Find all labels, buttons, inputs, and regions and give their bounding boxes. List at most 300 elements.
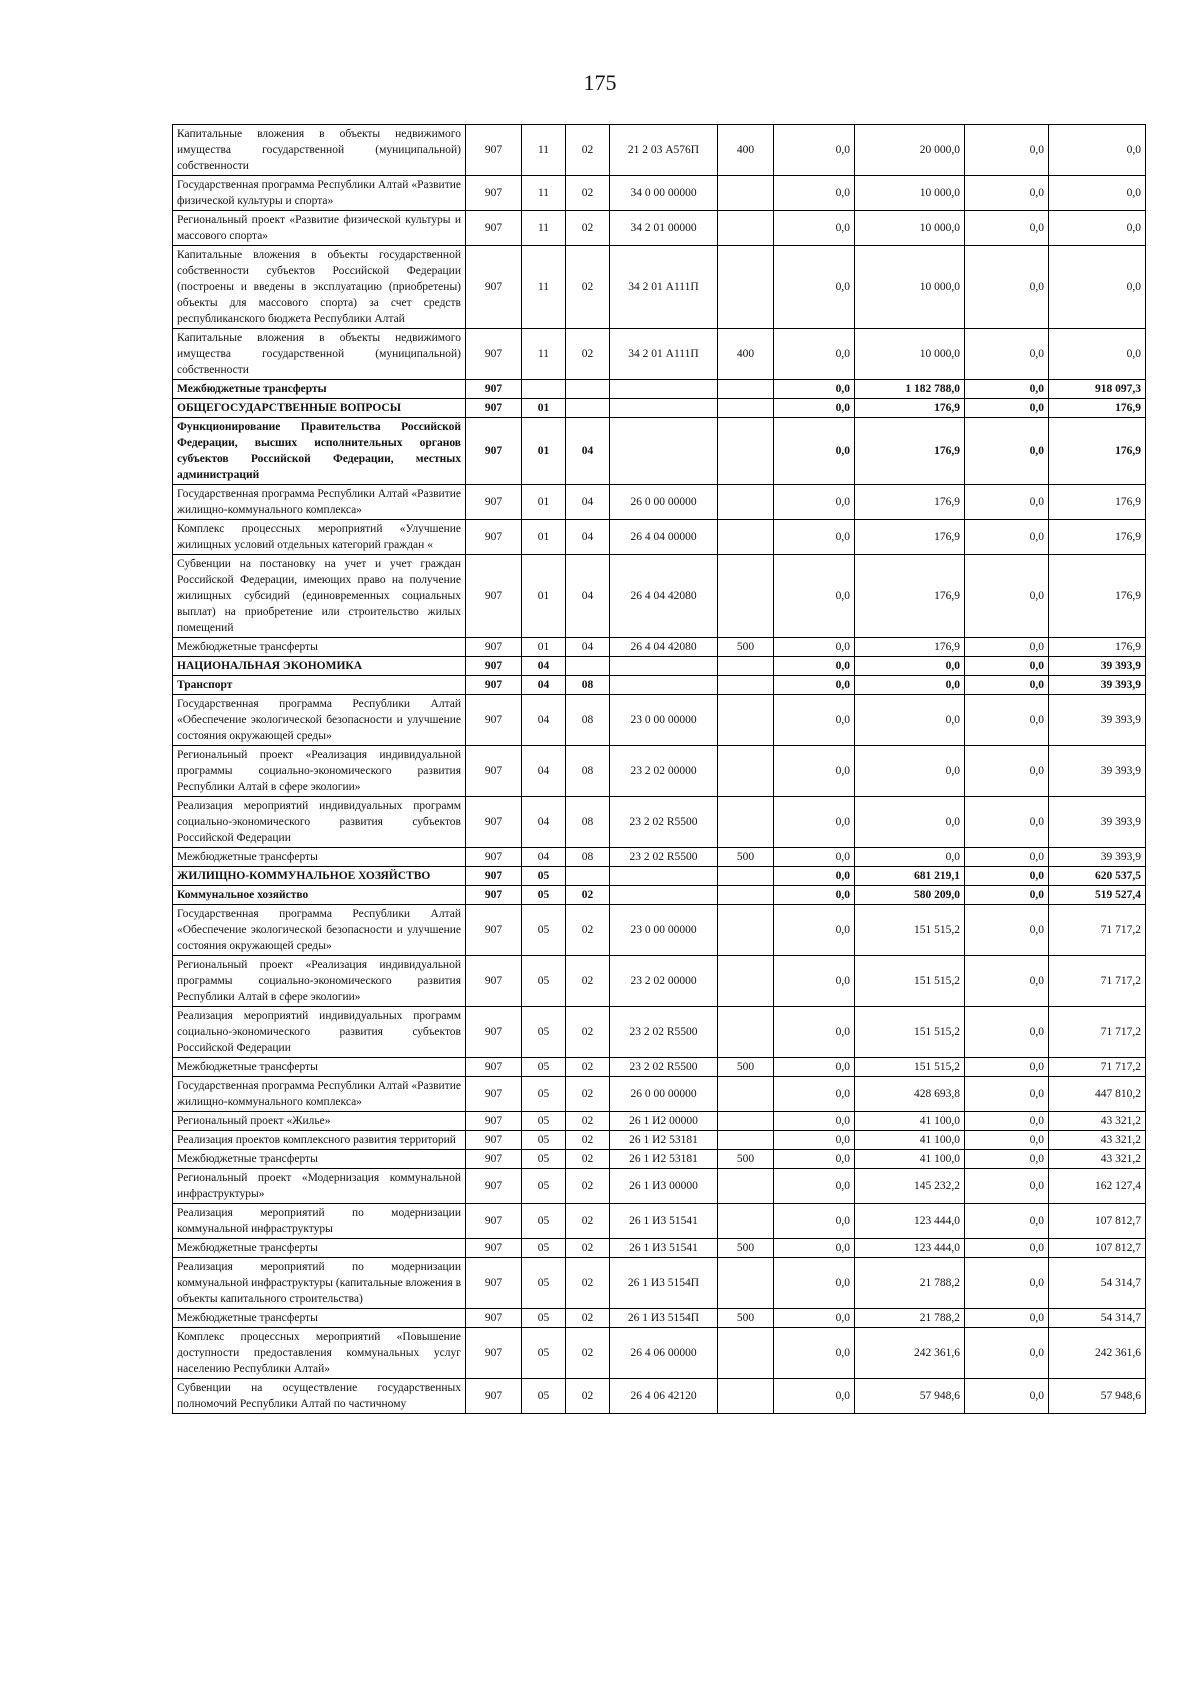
- ministry-code-cell: 907: [466, 695, 522, 746]
- amount-2-cell: 41 100,0: [855, 1150, 965, 1169]
- amount-2-cell: 242 361,6: [855, 1328, 965, 1379]
- amount-3-cell: 0,0: [965, 1204, 1049, 1239]
- expense-type-cell: [718, 246, 774, 329]
- target-article-cell: 23 0 00 00000: [610, 695, 718, 746]
- amount-3-cell: 0,0: [965, 1077, 1049, 1112]
- expense-type-cell: [718, 1204, 774, 1239]
- section-code-cell: 05: [522, 1309, 566, 1328]
- table-row: [173, 1204, 1146, 1239]
- amount-1-cell: 0,0: [774, 1239, 855, 1258]
- target-article-cell: 23 2 02 00000: [610, 956, 718, 1007]
- subsection-code-cell: 02: [566, 1169, 610, 1204]
- amount-3-cell: 0,0: [965, 657, 1049, 676]
- amount-4-cell: 39 393,9: [1049, 695, 1146, 746]
- table-row: [173, 555, 1146, 638]
- section-code-cell: 05: [522, 956, 566, 1007]
- subsection-code-cell: 02: [566, 1239, 610, 1258]
- subsection-code-cell: 02: [566, 886, 610, 905]
- ministry-code-cell: 907: [466, 657, 522, 676]
- ministry-code-cell: 907: [466, 380, 522, 399]
- row-name-cell: Комплекс процессных мероприятий «Улучшение жилищных условий отдельных категорий граждан «: [173, 520, 466, 555]
- amount-1-cell: 0,0: [774, 485, 855, 520]
- amount-1-cell: 0,0: [774, 246, 855, 329]
- ministry-code-cell: 907: [466, 1169, 522, 1204]
- target-article-cell: 26 1 И3 00000: [610, 1169, 718, 1204]
- ministry-code-cell: 907: [466, 1131, 522, 1150]
- target-article-cell: 23 2 02 R5500: [610, 848, 718, 867]
- amount-4-cell: 43 321,2: [1049, 1150, 1146, 1169]
- amount-4-cell: 519 527,4: [1049, 886, 1146, 905]
- row-name-cell: Реализация мероприятий индивидуальных программ социально-экономического развития субъектов Российской Федерации: [173, 1007, 466, 1058]
- target-article-cell: [610, 676, 718, 695]
- amount-1-cell: 0,0: [774, 418, 855, 485]
- amount-4-cell: 107 812,7: [1049, 1204, 1146, 1239]
- row-name-cell: Государственная программа Республики Алтай «Развитие физической культуры и спорта»: [173, 176, 466, 211]
- ministry-code-cell: 907: [466, 329, 522, 380]
- amount-3-cell: 0,0: [965, 1328, 1049, 1379]
- expense-type-cell: [718, 886, 774, 905]
- amount-4-cell: 57 948,6: [1049, 1379, 1146, 1414]
- amount-2-cell: 1 182 788,0: [855, 380, 965, 399]
- amount-1-cell: 0,0: [774, 329, 855, 380]
- ministry-code-cell: 907: [466, 555, 522, 638]
- expense-type-cell: [718, 867, 774, 886]
- expense-type-cell: [718, 1328, 774, 1379]
- page-number: 175: [583, 70, 617, 95]
- ministry-code-cell: 907: [466, 399, 522, 418]
- table-row: [173, 399, 1146, 418]
- row-name-cell: Региональный проект «Реализация индивидуальной программы социально-экономического развития Республики Алтай в сфере экологии»: [173, 956, 466, 1007]
- expense-type-cell: [718, 956, 774, 1007]
- target-article-cell: [610, 380, 718, 399]
- section-code-cell: 04: [522, 657, 566, 676]
- amount-4-cell: 176,9: [1049, 638, 1146, 657]
- amount-4-cell: 39 393,9: [1049, 746, 1146, 797]
- subsection-code-cell: 02: [566, 905, 610, 956]
- section-code-cell: 11: [522, 329, 566, 380]
- section-code-cell: 04: [522, 848, 566, 867]
- table-row: [173, 1258, 1146, 1309]
- subsection-code-cell: 02: [566, 1058, 610, 1077]
- ministry-code-cell: 907: [466, 1077, 522, 1112]
- amount-1-cell: 0,0: [774, 848, 855, 867]
- amount-4-cell: 620 537,5: [1049, 867, 1146, 886]
- target-article-cell: 21 2 03 А576П: [610, 125, 718, 176]
- amount-1-cell: 0,0: [774, 1150, 855, 1169]
- expense-type-cell: 500: [718, 638, 774, 657]
- amount-4-cell: 107 812,7: [1049, 1239, 1146, 1258]
- subsection-code-cell: 04: [566, 555, 610, 638]
- amount-1-cell: 0,0: [774, 1169, 855, 1204]
- subsection-code-cell: 04: [566, 638, 610, 657]
- amount-3-cell: 0,0: [965, 1379, 1049, 1414]
- budget-table: [172, 124, 1146, 1414]
- table-row: [173, 1077, 1146, 1112]
- amount-4-cell: 176,9: [1049, 485, 1146, 520]
- amount-4-cell: 0,0: [1049, 329, 1146, 380]
- ministry-code-cell: 907: [466, 1258, 522, 1309]
- amount-3-cell: 0,0: [965, 1007, 1049, 1058]
- row-name-cell: Региональный проект «Модернизация коммунальной инфраструктуры»: [173, 1169, 466, 1204]
- subsection-code-cell: 02: [566, 1204, 610, 1239]
- amount-2-cell: 0,0: [855, 746, 965, 797]
- section-code-cell: 05: [522, 1150, 566, 1169]
- row-name-cell: Капитальные вложения в объекты недвижимого имущества государственной (муниципальной) собственности: [173, 125, 466, 176]
- amount-3-cell: 0,0: [965, 125, 1049, 176]
- amount-4-cell: 71 717,2: [1049, 1007, 1146, 1058]
- target-article-cell: 26 1 И2 53181: [610, 1131, 718, 1150]
- section-code-cell: 01: [522, 418, 566, 485]
- target-article-cell: 26 1 И3 5154П: [610, 1258, 718, 1309]
- expense-type-cell: 500: [718, 1058, 774, 1077]
- amount-3-cell: 0,0: [965, 1309, 1049, 1328]
- row-name-cell: Государственная программа Республики Алтай «Обеспечение экологической безопасности и улучшение состояния окружающей среды»: [173, 695, 466, 746]
- amount-4-cell: 71 717,2: [1049, 1058, 1146, 1077]
- subsection-code-cell: [566, 657, 610, 676]
- target-article-cell: 34 2 01 00000: [610, 211, 718, 246]
- expense-type-cell: [718, 1077, 774, 1112]
- expense-type-cell: [718, 380, 774, 399]
- amount-1-cell: 0,0: [774, 867, 855, 886]
- ministry-code-cell: 907: [466, 125, 522, 176]
- amount-1-cell: 0,0: [774, 886, 855, 905]
- amount-2-cell: 176,9: [855, 399, 965, 418]
- amount-1-cell: 0,0: [774, 1258, 855, 1309]
- amount-4-cell: 39 393,9: [1049, 657, 1146, 676]
- ministry-code-cell: 907: [466, 1379, 522, 1414]
- subsection-code-cell: 08: [566, 676, 610, 695]
- row-name-cell: Реализация проектов комплексного развития территорий: [173, 1131, 466, 1150]
- table-row: [173, 1150, 1146, 1169]
- ministry-code-cell: 907: [466, 905, 522, 956]
- amount-2-cell: 123 444,0: [855, 1239, 965, 1258]
- expense-type-cell: 500: [718, 848, 774, 867]
- amount-2-cell: 151 515,2: [855, 1058, 965, 1077]
- row-name-cell: ЖИЛИЩНО-КОММУНАЛЬНОЕ ХОЗЯЙСТВО: [173, 867, 466, 886]
- section-code-cell: 05: [522, 1131, 566, 1150]
- amount-2-cell: 0,0: [855, 848, 965, 867]
- target-article-cell: [610, 399, 718, 418]
- amount-1-cell: 0,0: [774, 1112, 855, 1131]
- subsection-code-cell: 02: [566, 246, 610, 329]
- expense-type-cell: [718, 1169, 774, 1204]
- amount-3-cell: 0,0: [965, 1150, 1049, 1169]
- target-article-cell: [610, 867, 718, 886]
- table-row: [173, 848, 1146, 867]
- subsection-code-cell: 02: [566, 1379, 610, 1414]
- table-row: [173, 246, 1146, 329]
- target-article-cell: 23 2 02 00000: [610, 746, 718, 797]
- amount-1-cell: 0,0: [774, 399, 855, 418]
- row-name-cell: Региональный проект «Жилье»: [173, 1112, 466, 1131]
- row-name-cell: Капитальные вложения в объекты государственной собственности субъектов Российской Федерации (построены и введены в эксплуатацию (приобретены) объекты для массового спорта) за счет средств республиканского бюджета Республики Алтай: [173, 246, 466, 329]
- amount-3-cell: 0,0: [965, 1058, 1049, 1077]
- amount-2-cell: 151 515,2: [855, 1007, 965, 1058]
- amount-4-cell: 0,0: [1049, 176, 1146, 211]
- section-code-cell: 04: [522, 695, 566, 746]
- amount-4-cell: 39 393,9: [1049, 676, 1146, 695]
- table-row: [173, 1328, 1146, 1379]
- subsection-code-cell: 02: [566, 125, 610, 176]
- expense-type-cell: [718, 695, 774, 746]
- subsection-code-cell: [566, 399, 610, 418]
- expense-type-cell: [718, 399, 774, 418]
- row-name-cell: НАЦИОНАЛЬНАЯ ЭКОНОМИКА: [173, 657, 466, 676]
- expense-type-cell: [718, 797, 774, 848]
- amount-3-cell: 0,0: [965, 555, 1049, 638]
- amount-3-cell: 0,0: [965, 638, 1049, 657]
- amount-3-cell: 0,0: [965, 380, 1049, 399]
- amount-4-cell: 43 321,2: [1049, 1112, 1146, 1131]
- ministry-code-cell: 907: [466, 1007, 522, 1058]
- amount-1-cell: 0,0: [774, 1058, 855, 1077]
- target-article-cell: 26 1 И2 53181: [610, 1150, 718, 1169]
- amount-3-cell: 0,0: [965, 905, 1049, 956]
- target-article-cell: 26 1 И2 00000: [610, 1112, 718, 1131]
- amount-4-cell: 0,0: [1049, 246, 1146, 329]
- row-name-cell: Региональный проект «Реализация индивидуальной программы социально-экономического развития Республики Алтай в сфере экологии»: [173, 746, 466, 797]
- amount-1-cell: 0,0: [774, 1379, 855, 1414]
- table-row: [173, 886, 1146, 905]
- subsection-code-cell: 04: [566, 485, 610, 520]
- amount-4-cell: 242 361,6: [1049, 1328, 1146, 1379]
- amount-2-cell: 0,0: [855, 676, 965, 695]
- expense-type-cell: [718, 1379, 774, 1414]
- section-code-cell: 05: [522, 867, 566, 886]
- row-name-cell: Государственная программа Республики Алтай «Развитие жилищно-коммунального комплекса»: [173, 1077, 466, 1112]
- table-row: [173, 1309, 1146, 1328]
- amount-2-cell: 10 000,0: [855, 211, 965, 246]
- target-article-cell: 26 0 00 00000: [610, 485, 718, 520]
- amount-3-cell: 0,0: [965, 520, 1049, 555]
- amount-3-cell: 0,0: [965, 746, 1049, 797]
- table-row: [173, 1169, 1146, 1204]
- row-name-cell: Функционирование Правительства Российской Федерации, высших исполнительных органов субъектов Российской Федерации, местных администраций: [173, 418, 466, 485]
- amount-2-cell: 0,0: [855, 695, 965, 746]
- table-row: [173, 380, 1146, 399]
- subsection-code-cell: [566, 867, 610, 886]
- amount-2-cell: 151 515,2: [855, 905, 965, 956]
- ministry-code-cell: 907: [466, 1204, 522, 1239]
- ministry-code-cell: 907: [466, 638, 522, 657]
- subsection-code-cell: 02: [566, 211, 610, 246]
- amount-2-cell: 681 219,1: [855, 867, 965, 886]
- amount-2-cell: 428 693,8: [855, 1077, 965, 1112]
- ministry-code-cell: 907: [466, 1150, 522, 1169]
- ministry-code-cell: 907: [466, 676, 522, 695]
- row-name-cell: Коммунальное хозяйство: [173, 886, 466, 905]
- amount-1-cell: 0,0: [774, 676, 855, 695]
- amount-4-cell: 43 321,2: [1049, 1131, 1146, 1150]
- expense-type-cell: [718, 176, 774, 211]
- amount-1-cell: 0,0: [774, 1077, 855, 1112]
- section-code-cell: 01: [522, 485, 566, 520]
- subsection-code-cell: 02: [566, 329, 610, 380]
- amount-3-cell: 0,0: [965, 1258, 1049, 1309]
- expense-type-cell: [718, 418, 774, 485]
- ministry-code-cell: 907: [466, 418, 522, 485]
- amount-3-cell: 0,0: [965, 797, 1049, 848]
- amount-1-cell: 0,0: [774, 905, 855, 956]
- ministry-code-cell: 907: [466, 211, 522, 246]
- amount-4-cell: 176,9: [1049, 399, 1146, 418]
- section-code-cell: [522, 380, 566, 399]
- section-code-cell: 05: [522, 1007, 566, 1058]
- table-row: [173, 797, 1146, 848]
- amount-4-cell: 0,0: [1049, 125, 1146, 176]
- ministry-code-cell: 907: [466, 246, 522, 329]
- expense-type-cell: 500: [718, 1239, 774, 1258]
- table-row: [173, 746, 1146, 797]
- table-row: [173, 211, 1146, 246]
- amount-3-cell: 0,0: [965, 695, 1049, 746]
- target-article-cell: 23 2 02 R5500: [610, 1058, 718, 1077]
- amount-1-cell: 0,0: [774, 176, 855, 211]
- expense-type-cell: [718, 676, 774, 695]
- amount-1-cell: 0,0: [774, 797, 855, 848]
- target-article-cell: 26 1 И3 51541: [610, 1239, 718, 1258]
- subsection-code-cell: 08: [566, 797, 610, 848]
- expense-type-cell: 400: [718, 125, 774, 176]
- amount-3-cell: 0,0: [965, 399, 1049, 418]
- section-code-cell: 11: [522, 246, 566, 329]
- section-code-cell: 01: [522, 555, 566, 638]
- amount-3-cell: 0,0: [965, 1239, 1049, 1258]
- amount-1-cell: 0,0: [774, 638, 855, 657]
- section-code-cell: 11: [522, 176, 566, 211]
- amount-3-cell: 0,0: [965, 956, 1049, 1007]
- amount-2-cell: 176,9: [855, 555, 965, 638]
- section-code-cell: 01: [522, 520, 566, 555]
- section-code-cell: 05: [522, 1077, 566, 1112]
- amount-2-cell: 580 209,0: [855, 886, 965, 905]
- target-article-cell: 26 4 04 42080: [610, 555, 718, 638]
- expense-type-cell: [718, 211, 774, 246]
- ministry-code-cell: 907: [466, 520, 522, 555]
- target-article-cell: [610, 657, 718, 676]
- amount-3-cell: 0,0: [965, 1112, 1049, 1131]
- amount-2-cell: 21 788,2: [855, 1309, 965, 1328]
- table-row: [173, 125, 1146, 176]
- table-row: [173, 418, 1146, 485]
- subsection-code-cell: 04: [566, 418, 610, 485]
- amount-2-cell: 151 515,2: [855, 956, 965, 1007]
- amount-1-cell: 0,0: [774, 956, 855, 1007]
- amount-4-cell: 918 097,3: [1049, 380, 1146, 399]
- expense-type-cell: [718, 1007, 774, 1058]
- expense-type-cell: [718, 905, 774, 956]
- amount-3-cell: 0,0: [965, 211, 1049, 246]
- table-row: [173, 1131, 1146, 1150]
- subsection-code-cell: 02: [566, 1309, 610, 1328]
- target-article-cell: 26 0 00 00000: [610, 1077, 718, 1112]
- subsection-code-cell: 02: [566, 956, 610, 1007]
- expense-type-cell: 500: [718, 1150, 774, 1169]
- amount-2-cell: 10 000,0: [855, 176, 965, 211]
- table-body: [173, 125, 1146, 1414]
- amount-1-cell: 0,0: [774, 125, 855, 176]
- amount-2-cell: 176,9: [855, 485, 965, 520]
- row-name-cell: Межбюджетные трансферты: [173, 380, 466, 399]
- subsection-code-cell: 02: [566, 1150, 610, 1169]
- target-article-cell: 23 2 02 R5500: [610, 797, 718, 848]
- amount-2-cell: 0,0: [855, 797, 965, 848]
- row-name-cell: Комплекс процессных мероприятий «Повышение доступности предоставления коммунальных услуг населению Республики Алтай»: [173, 1328, 466, 1379]
- table-row: [173, 657, 1146, 676]
- row-name-cell: Субвенции на осуществление государственных полномочий Республики Алтай по частичному: [173, 1379, 466, 1414]
- amount-4-cell: 447 810,2: [1049, 1077, 1146, 1112]
- row-name-cell: Реализация мероприятий индивидуальных программ социально-экономического развития субъектов Российской Федерации: [173, 797, 466, 848]
- subsection-code-cell: 02: [566, 1131, 610, 1150]
- amount-3-cell: 0,0: [965, 867, 1049, 886]
- table-row: [173, 956, 1146, 1007]
- amount-4-cell: 71 717,2: [1049, 905, 1146, 956]
- ministry-code-cell: 907: [466, 485, 522, 520]
- amount-2-cell: 145 232,2: [855, 1169, 965, 1204]
- expense-type-cell: [718, 485, 774, 520]
- amount-2-cell: 41 100,0: [855, 1131, 965, 1150]
- target-article-cell: 26 4 04 00000: [610, 520, 718, 555]
- expense-type-cell: [718, 1131, 774, 1150]
- amount-3-cell: 0,0: [965, 485, 1049, 520]
- amount-1-cell: 0,0: [774, 555, 855, 638]
- expense-type-cell: [718, 520, 774, 555]
- section-code-cell: 05: [522, 1379, 566, 1414]
- row-name-cell: Межбюджетные трансферты: [173, 638, 466, 657]
- table-row: [173, 176, 1146, 211]
- target-article-cell: 26 1 И3 5154П: [610, 1309, 718, 1328]
- table-row: [173, 638, 1146, 657]
- table-row: [173, 1112, 1146, 1131]
- amount-2-cell: 57 948,6: [855, 1379, 965, 1414]
- amount-1-cell: 0,0: [774, 520, 855, 555]
- amount-4-cell: 176,9: [1049, 555, 1146, 638]
- row-name-cell: Межбюджетные трансферты: [173, 848, 466, 867]
- target-article-cell: 26 4 06 42120: [610, 1379, 718, 1414]
- table-row: [173, 905, 1146, 956]
- ministry-code-cell: 907: [466, 1309, 522, 1328]
- section-code-cell: 04: [522, 746, 566, 797]
- section-code-cell: 05: [522, 1328, 566, 1379]
- amount-3-cell: 0,0: [965, 676, 1049, 695]
- table-row: [173, 485, 1146, 520]
- section-code-cell: 05: [522, 886, 566, 905]
- amount-4-cell: 54 314,7: [1049, 1258, 1146, 1309]
- section-code-cell: 04: [522, 676, 566, 695]
- table-row: [173, 695, 1146, 746]
- target-article-cell: 34 2 01 А111П: [610, 329, 718, 380]
- subsection-code-cell: 02: [566, 1077, 610, 1112]
- subsection-code-cell: 02: [566, 1007, 610, 1058]
- amount-2-cell: 0,0: [855, 657, 965, 676]
- row-name-cell: Реализация мероприятий по модернизации коммунальной инфраструктуры (капитальные вложения в объекты капитального строительства): [173, 1258, 466, 1309]
- expense-type-cell: [718, 657, 774, 676]
- amount-3-cell: 0,0: [965, 1169, 1049, 1204]
- amount-1-cell: 0,0: [774, 1328, 855, 1379]
- amount-1-cell: 0,0: [774, 1204, 855, 1239]
- amount-1-cell: 0,0: [774, 1309, 855, 1328]
- table-row: [173, 676, 1146, 695]
- section-code-cell: 01: [522, 638, 566, 657]
- amount-3-cell: 0,0: [965, 848, 1049, 867]
- table-row: [173, 1239, 1146, 1258]
- amount-2-cell: 41 100,0: [855, 1112, 965, 1131]
- expense-type-cell: [718, 1258, 774, 1309]
- subsection-code-cell: [566, 380, 610, 399]
- ministry-code-cell: 907: [466, 1239, 522, 1258]
- amount-4-cell: 0,0: [1049, 211, 1146, 246]
- target-article-cell: 26 4 04 42080: [610, 638, 718, 657]
